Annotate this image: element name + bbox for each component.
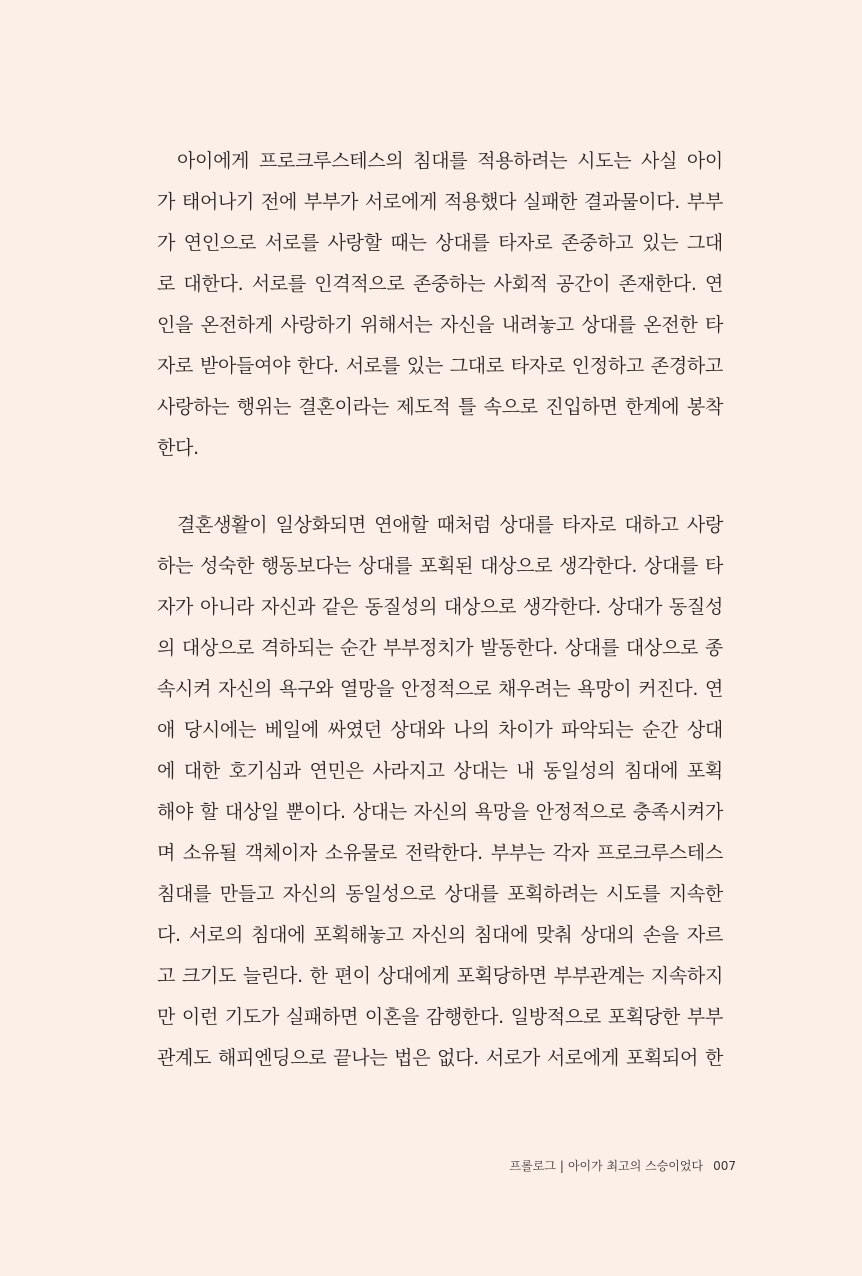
- text-line: 자로 받아들여야 한다. 서로를 있는 그대로 타자로 인정하고 존경하고: [157, 355, 723, 377]
- text-line: 인을 온전하게 사랑하기 위해서는 자신을 내려놓고 상대를 온전한 타: [157, 314, 723, 336]
- text-line: 만 이런 기도가 실패하면 이혼을 감행한다. 일방적으로 포획당한 부부: [157, 1006, 723, 1028]
- footer-section: 프롤로그: [509, 1159, 556, 1173]
- running-footer: [510, 1158, 736, 1174]
- text-line: 며 소유될 객체이자 소유물로 전락한다. 부부는 각자 프로크루스테스: [157, 842, 723, 864]
- text-line: 하는 성숙한 행동보다는 상대를 포획된 대상으로 생각한다. 상대를 타: [157, 555, 723, 577]
- text-line: 사랑하는 행위는 결혼이라는 제도적 틀 속으로 진입하면 한계에 봉착: [157, 396, 723, 418]
- text-line: 속시켜 자신의 욕구와 열망을 안정적으로 채우려는 욕망이 커진다. 연: [157, 678, 723, 700]
- text-line: 다. 서로의 침대에 포획해놓고 자신의 침대에 맞춰 상대의 손을 자르: [157, 924, 723, 946]
- footer-book-title: 아이가 최고의 스승이었다: [567, 1159, 704, 1173]
- text-line: 가 태어나기 전에 부부가 서로에게 적용했다 실패한 결과물이다. 부부: [157, 191, 723, 213]
- footer-separator: |: [559, 1159, 564, 1173]
- text-line: 가 연인으로 서로를 사랑할 때는 상대를 타자로 존중하고 있는 그대: [157, 232, 723, 254]
- text-line: 결혼생활이 일상화되면 연애할 때처럼 상대를 타자로 대하고 사랑: [177, 514, 723, 536]
- text-line: 로 대한다. 서로를 인격적으로 존중하는 사회적 공간이 존재한다. 연: [157, 273, 723, 295]
- text-line: 애 당시에는 베일에 싸였던 상대와 나의 차이가 파악되는 순간 상대: [157, 719, 723, 741]
- text-line: 해야 할 대상일 뿐이다. 상대는 자신의 욕망을 안정적으로 충족시켜가: [157, 801, 723, 823]
- text-line: 의 대상으로 격하되는 순간 부부정치가 발동한다. 상대를 대상으로 종: [157, 637, 723, 659]
- text-line: 아이에게 프로크루스테스의 침대를 적용하려는 시도는 사실 아이: [177, 150, 723, 172]
- text-line: 자가 아니라 자신과 같은 동질성의 대상으로 생각한다. 상대가 동질성: [157, 596, 723, 618]
- text-line: 침대를 만들고 자신의 동일성으로 상대를 포획하려는 시도를 지속한: [157, 883, 723, 905]
- text-line: 고 크기도 늘린다. 한 편이 상대에게 포획당하면 부부관계는 지속하지: [157, 965, 723, 987]
- text-line: 관계도 해피엔딩으로 끝나는 법은 없다. 서로가 서로에게 포획되어 한: [157, 1047, 723, 1069]
- text-line: 에 대한 호기심과 연민은 사라지고 상대는 내 동일성의 침대에 포획: [157, 760, 723, 782]
- page-number: 007: [713, 1159, 736, 1173]
- text-line: 한다.: [157, 437, 199, 459]
